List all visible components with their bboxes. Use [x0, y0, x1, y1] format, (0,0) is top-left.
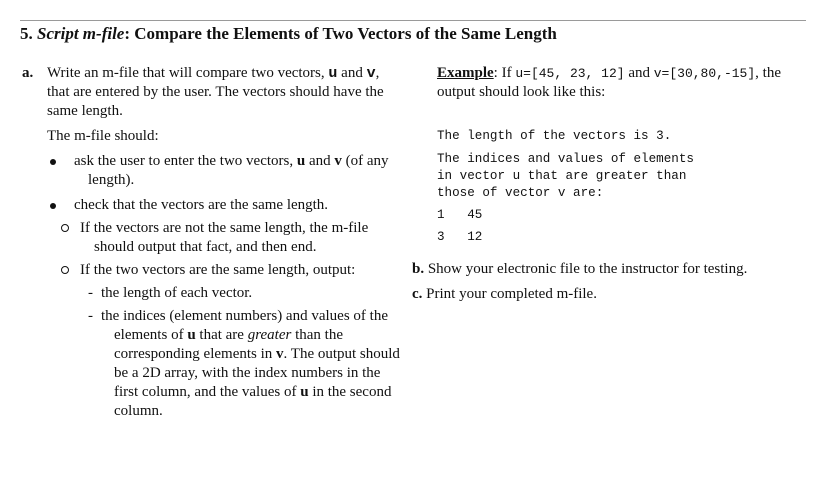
- bullet-ask-user: [22, 152, 402, 190]
- left-column: [22, 64, 402, 421]
- dash2-text-1: the indices (element numbers) and values of the elements of: [101, 308, 388, 343]
- output-row: [437, 207, 797, 224]
- hollow-bullet-icon: [61, 224, 69, 232]
- dash2-u2: u: [300, 384, 309, 400]
- bullet1-text-2: (of any length).: [88, 153, 389, 188]
- bullet-check-length-text: check that the vectors are the same length.: [74, 197, 329, 213]
- sub-not-same-length: [22, 219, 402, 257]
- output-row-value: 12: [467, 230, 483, 244]
- output-row: [437, 229, 797, 246]
- example-and: and: [624, 65, 654, 81]
- part-c: [412, 285, 797, 304]
- dash2-text-5: in the second column.: [114, 384, 392, 419]
- example-if: If: [497, 65, 516, 81]
- example-label: Example: [437, 65, 494, 81]
- output-row-index: 3: [437, 230, 445, 244]
- problem-title: Compare the Elements of Two Vectors of the Same Length: [134, 24, 557, 43]
- problem-heading: [20, 24, 557, 44]
- u-code: u=[45, 23, 12]: [515, 66, 625, 81]
- dash-length-each: [22, 284, 402, 303]
- dash2-v: v: [276, 346, 284, 362]
- dash-marker: -: [88, 285, 93, 301]
- output-row-value: 45: [467, 208, 483, 222]
- output-indices-line-3: those of vector v are:: [437, 186, 604, 200]
- heading-colon: :: [124, 24, 131, 43]
- part-b-body: Show your electronic file to the instructor for testing.: [424, 261, 748, 277]
- example-paragraph: [437, 64, 797, 102]
- example-rest: , the output should look like this:: [437, 65, 781, 100]
- sub-not-same-length-text: If the vectors are not the same length, the m-file should output that fact, and then end.: [80, 220, 369, 255]
- mfile-should-label: The m-file should:: [47, 128, 159, 144]
- bullet1-text-1: ask the user to enter the two vectors,: [74, 153, 297, 169]
- bullet-dot-icon: [50, 203, 56, 209]
- part-a-text-1: Write an m-file that will compare two vectors,: [47, 65, 329, 81]
- part-a-text-3: , that are entered by the user. The vectors should have the same length.: [47, 65, 384, 119]
- dash-indices-values-text: [101, 307, 402, 421]
- example-colon: :: [493, 65, 498, 81]
- bullet1-u: u: [296, 153, 306, 169]
- output-length-line: The length of the vectors is 3.: [437, 129, 672, 143]
- dash2-text-4: . The output should be a 2D array, with the index numbers in the first column, and the values of: [114, 346, 400, 400]
- part-c-label: c.: [412, 286, 423, 302]
- sub-same-length-text: If the two vectors are the same length, output:: [80, 262, 356, 278]
- part-b: [412, 260, 797, 279]
- part-a: [22, 64, 402, 121]
- dash-marker: -: [88, 308, 93, 324]
- example-output: [437, 128, 797, 246]
- sub-same-length: [22, 261, 402, 280]
- output-row-index: 1: [437, 208, 445, 222]
- top-rule: [20, 20, 806, 21]
- output-indices-line-2: in vector u that are greater than: [437, 169, 687, 183]
- dash2-greater: greater: [247, 327, 292, 343]
- dash2-u: u: [187, 327, 196, 343]
- hollow-bullet-icon: [61, 266, 69, 274]
- part-a-v: v: [366, 65, 376, 82]
- part-b-text: [412, 260, 797, 279]
- dash-indices-values: [22, 307, 402, 421]
- bullet-dot-icon: [50, 159, 56, 165]
- bullet-check-length: [22, 196, 402, 215]
- output-indices-line-1: The indices and values of elements: [437, 152, 694, 166]
- part-a-u: u: [328, 65, 338, 82]
- right-column: [412, 64, 797, 304]
- dash2-text-3: than the corresponding elements in: [114, 327, 343, 362]
- part-a-text: [47, 64, 402, 121]
- bullet1-and: and: [305, 153, 335, 169]
- part-b-label: b.: [412, 261, 425, 277]
- bullet1-v: v: [334, 153, 342, 169]
- dash-length-each-text: the length of each vector.: [101, 285, 253, 301]
- dash2-text-2: that are: [195, 327, 248, 343]
- part-a-text-2: and: [337, 65, 367, 81]
- bullet-ask-user-text: [74, 152, 402, 190]
- v-code: v=[30,80,-15]: [653, 66, 756, 81]
- problem-number: 5.: [20, 24, 33, 43]
- part-a-label: a.: [22, 65, 34, 81]
- part-c-body: Print your completed m-file.: [422, 286, 597, 302]
- problem-lead: Script m-file: [37, 24, 125, 43]
